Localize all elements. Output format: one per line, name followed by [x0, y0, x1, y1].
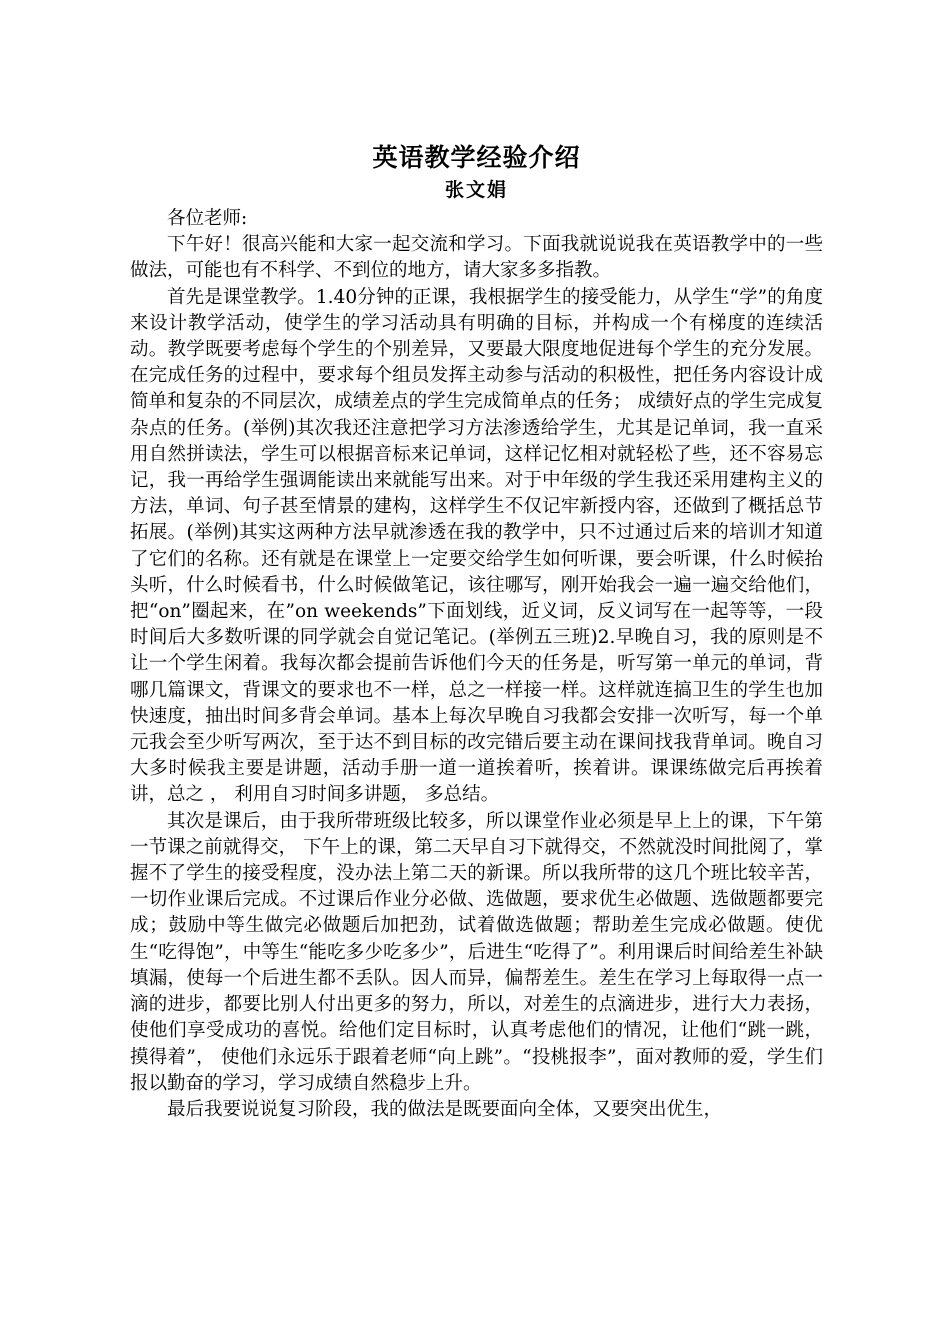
document-title: 英语教学经验介绍: [372, 143, 581, 172]
greeting-paragraph: 各位老师:: [167, 208, 248, 229]
after-class-paragraph: 其次是课后，由于我所带班级比较多，所以课堂作业必须是早上上的课，下午第一节课之前就得交， 下午上的课，第二天早自习下就得交，不然就没时间批阅了，掌握不了学生的接受程度，没办法上第二天的新课。所以我所带的这几个班比较辛苦，一切作业课后完成。不过课后作业分必做、选做题，要求优生必做题、选做题都要完成；鼓励中等生做完必做题后加把劲，试着做选做题；帮助差生完成必做题。使优生“吃得饱”，中等生“能吃多少吃多少”，后进生“吃得了”。利用课后时间给差生补缺填漏，使每一个后进生都不丢队。因人而异，偏帮差生。差生在学习上每取得一点一滴的进步，都要比别人付出更多的努力，所以，对差生的点滴进步，进行大力表扬，使他们享受成功的喜悦。给他们定目标时，认真考虑他们的情况，让他们“跳一跳，摸得着”， 使他们永远乐于跟着老师“向上跳”。“投桃报李”，面对教师的爱，学生们报以勤奋的学习，学习成绩自然稳步上升。: [130, 810, 823, 1094]
review-stage-paragraph: 最后我要说说复习阶段，我的做法是既要面向全体，又要突出优生，: [167, 1098, 723, 1120]
document-body: [130, 140, 823, 1123]
classroom-teaching-paragraph: 首先是课堂教学。1.40分钟的正课，我根据学生的接受能力，从学生“学”的角度来设计教学活动，使学生的学习活动具有明确的目标，并构成一个有梯度的连续活动。教学既要考虑每个学生的个别差异，又要最大限度地促进每个学生的充分发展。在完成任务的过程中，要求每个组员发挥主动参与活动的积极性，把任务内容设计成简单和复杂的不同层次，成绩差点的学生完成简单点的任务； 成绩好点的学生完成复杂点的任务。(举例)其次我还注意把学习方法渗透给学生，尤其是记单词，我一直采用自然拼读法，学生可以根据音标来记单词，这样记忆相对就轻松了些，还不容易忘记，我一再给学生强调能读出来就能写出来。对于中年级的学生我还采用建构主义的方法，单词、句子甚至情景的建构，这样学生不仅记牢新授内容，还做到了概括总节拓展。(举例)其实这两种方法早就渗透在我的教学中，只不过通过后来的培训才知道了它们的名称。还有就是在课堂上一定要交给学生如何听课，要会听课，什么时候抬头听，什么时候看书，什么时候做笔记，该往哪写，刚开始我会一遍一遍交给他们，把“on”圈起来，在”on weekends”下面划线，近义词，反义词写在一起等等，一段时间后大多数听课的同学就会自觉记笔记。(举例五三班)2.早晚自习，我的原则是不让一个学生闲着。我每次都会提前告诉他们今天的任务是，听写第一单元的单词，背哪几篇课文，背课文的要求也不一样，总之一样接一样。这样就连搞卫生的学生也加快速度，抽出时间多背会单词。基本上每次早晚自习我都会安排一次听写，每一个单元我会至少听写两次，至于达不到目标的改完错后要主动在课间找我背单词。晚自习大多时候我主要是讲题，活动手册一道一道挨着听，挨着讲。课课练做完后再挨着讲，总之 ， 利用自习时间多讲题， 多总结。: [130, 286, 823, 806]
author-name: 张文娟: [444, 179, 508, 201]
intro-paragraph: 下午好！很高兴能和大家一起交流和学习。下面我就说说我在英语教学中的一些做法，可能也有不科学、不到位的地方，请大家多多指教。: [130, 234, 823, 282]
